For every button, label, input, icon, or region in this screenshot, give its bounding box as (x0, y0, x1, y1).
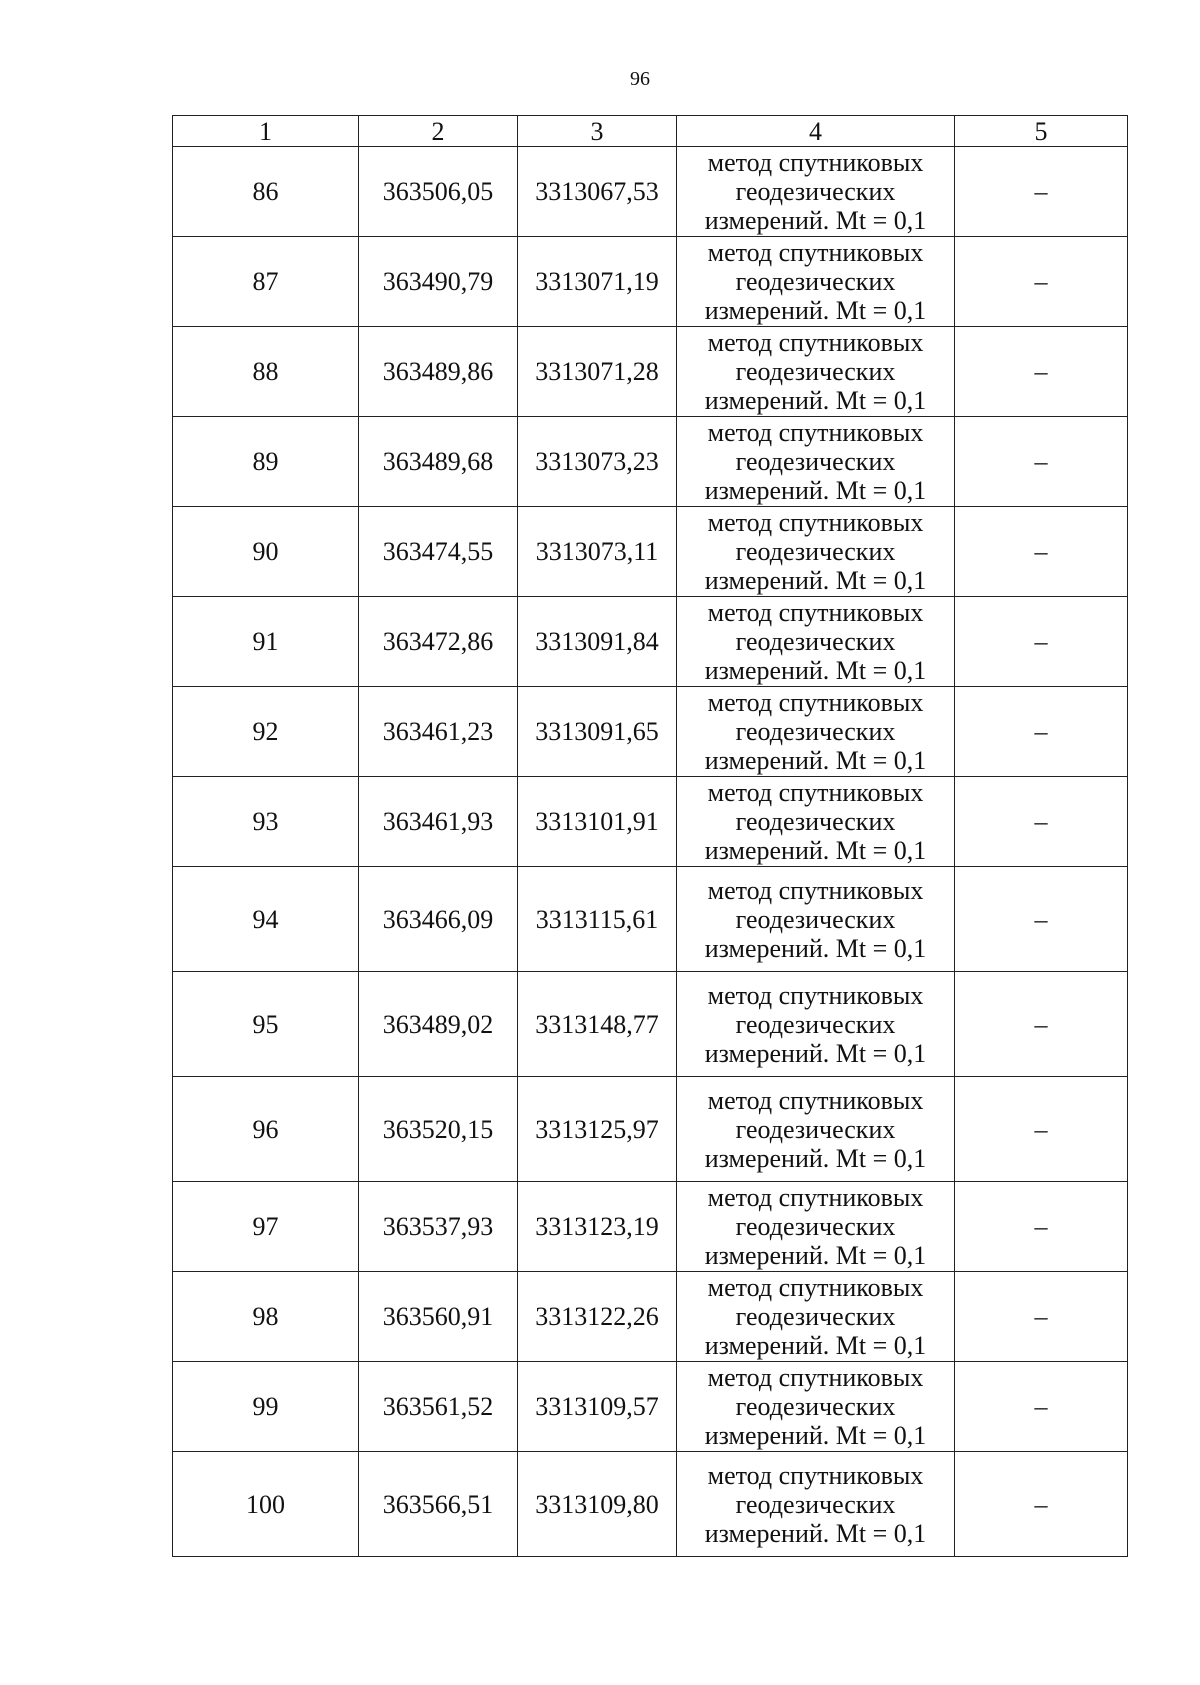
note-cell: – (955, 1362, 1128, 1452)
coordinates-table (172, 115, 1128, 1557)
point-number-cell: 93 (173, 777, 359, 867)
table-row (173, 1272, 1128, 1362)
table-row (173, 1362, 1128, 1452)
x-coordinate-cell: 363489,68 (359, 417, 518, 507)
note-cell: – (955, 597, 1128, 687)
note-cell: – (955, 777, 1128, 867)
point-number-cell: 91 (173, 597, 359, 687)
method-cell: метод спутниковых геодезических измерений. Mt = 0,1 (677, 687, 955, 777)
y-coordinate-cell: 3313109,80 (518, 1452, 677, 1557)
y-coordinate-cell: 3313101,91 (518, 777, 677, 867)
header-cell: 1 (173, 116, 359, 147)
note-cell: – (955, 507, 1128, 597)
y-coordinate-cell: 3313122,26 (518, 1272, 677, 1362)
note-cell: – (955, 147, 1128, 237)
table-row (173, 507, 1128, 597)
method-cell: метод спутниковых геодезических измерений. Mt = 0,1 (677, 1272, 955, 1362)
note-cell: – (955, 1077, 1128, 1182)
x-coordinate-cell: 363537,93 (359, 1182, 518, 1272)
page-number: 96 (630, 68, 650, 90)
x-coordinate-cell: 363561,52 (359, 1362, 518, 1452)
table-row (173, 1452, 1128, 1557)
point-number-cell: 86 (173, 147, 359, 237)
x-coordinate-cell: 363474,55 (359, 507, 518, 597)
y-coordinate-cell: 3313067,53 (518, 147, 677, 237)
table-row (173, 687, 1128, 777)
header-cell: 3 (518, 116, 677, 147)
point-number-cell: 94 (173, 867, 359, 972)
table-row (173, 237, 1128, 327)
table-row (173, 597, 1128, 687)
y-coordinate-cell: 3313109,57 (518, 1362, 677, 1452)
table-row (173, 1077, 1128, 1182)
y-coordinate-cell: 3313091,65 (518, 687, 677, 777)
point-number-cell: 87 (173, 237, 359, 327)
x-coordinate-cell: 363560,91 (359, 1272, 518, 1362)
y-coordinate-cell: 3313073,11 (518, 507, 677, 597)
table-row (173, 972, 1128, 1077)
y-coordinate-cell: 3313148,77 (518, 972, 677, 1077)
point-number-cell: 99 (173, 1362, 359, 1452)
point-number-cell: 89 (173, 417, 359, 507)
table-row (173, 1182, 1128, 1272)
table-header-row (173, 116, 1128, 147)
table-row (173, 327, 1128, 417)
note-cell: – (955, 1272, 1128, 1362)
y-coordinate-cell: 3313071,28 (518, 327, 677, 417)
point-number-cell: 92 (173, 687, 359, 777)
note-cell: – (955, 417, 1128, 507)
y-coordinate-cell: 3313115,61 (518, 867, 677, 972)
note-cell: – (955, 687, 1128, 777)
x-coordinate-cell: 363461,93 (359, 777, 518, 867)
x-coordinate-cell: 363472,86 (359, 597, 518, 687)
note-cell: – (955, 1182, 1128, 1272)
table-row (173, 777, 1128, 867)
point-number-cell: 96 (173, 1077, 359, 1182)
note-cell: – (955, 1452, 1128, 1557)
method-cell: метод спутниковых геодезических измерений. Mt = 0,1 (677, 867, 955, 972)
method-cell: метод спутниковых геодезических измерений. Mt = 0,1 (677, 1362, 955, 1452)
x-coordinate-cell: 363566,51 (359, 1452, 518, 1557)
x-coordinate-cell: 363520,15 (359, 1077, 518, 1182)
point-number-cell: 98 (173, 1272, 359, 1362)
point-number-cell: 95 (173, 972, 359, 1077)
point-number-cell: 88 (173, 327, 359, 417)
y-coordinate-cell: 3313073,23 (518, 417, 677, 507)
x-coordinate-cell: 363489,02 (359, 972, 518, 1077)
note-cell: – (955, 867, 1128, 972)
table-row (173, 147, 1128, 237)
point-number-cell: 97 (173, 1182, 359, 1272)
x-coordinate-cell: 363466,09 (359, 867, 518, 972)
method-cell: метод спутниковых геодезических измерений. Mt = 0,1 (677, 972, 955, 1077)
method-cell: метод спутниковых геодезических измерений. Mt = 0,1 (677, 507, 955, 597)
method-cell: метод спутниковых геодезических измерений. Mt = 0,1 (677, 417, 955, 507)
x-coordinate-cell: 363461,23 (359, 687, 518, 777)
table-row (173, 417, 1128, 507)
header-cell: 2 (359, 116, 518, 147)
method-cell: метод спутниковых геодезических измерений. Mt = 0,1 (677, 1182, 955, 1272)
x-coordinate-cell: 363489,86 (359, 327, 518, 417)
y-coordinate-cell: 3313091,84 (518, 597, 677, 687)
table-row (173, 867, 1128, 972)
y-coordinate-cell: 3313071,19 (518, 237, 677, 327)
method-cell: метод спутниковых геодезических измерений. Mt = 0,1 (677, 327, 955, 417)
note-cell: – (955, 327, 1128, 417)
method-cell: метод спутниковых геодезических измерений. Mt = 0,1 (677, 597, 955, 687)
method-cell: метод спутниковых геодезических измерений. Mt = 0,1 (677, 777, 955, 867)
note-cell: – (955, 972, 1128, 1077)
header-cell: 5 (955, 116, 1128, 147)
y-coordinate-cell: 3313125,97 (518, 1077, 677, 1182)
point-number-cell: 100 (173, 1452, 359, 1557)
x-coordinate-cell: 363490,79 (359, 237, 518, 327)
point-number-cell: 90 (173, 507, 359, 597)
header-cell: 4 (677, 116, 955, 147)
x-coordinate-cell: 363506,05 (359, 147, 518, 237)
method-cell: метод спутниковых геодезических измерений. Mt = 0,1 (677, 1077, 955, 1182)
method-cell: метод спутниковых геодезических измерений. Mt = 0,1 (677, 147, 955, 237)
y-coordinate-cell: 3313123,19 (518, 1182, 677, 1272)
method-cell: метод спутниковых геодезических измерений. Mt = 0,1 (677, 1452, 955, 1557)
method-cell: метод спутниковых геодезических измерений. Mt = 0,1 (677, 237, 955, 327)
note-cell: – (955, 237, 1128, 327)
